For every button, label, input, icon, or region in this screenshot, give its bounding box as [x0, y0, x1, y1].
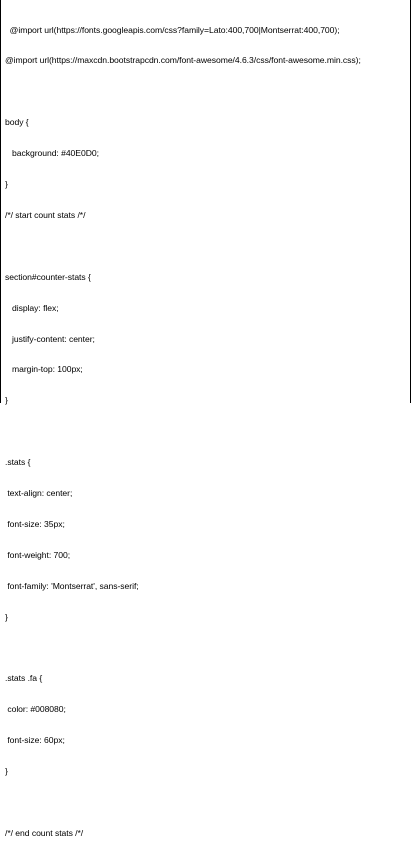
- code-line-4: body {: [5, 117, 29, 128]
- code-line-11: justify-content: center;: [5, 333, 95, 344]
- code-line-23: color: #008080;: [5, 704, 66, 715]
- code-line-13: }: [5, 395, 8, 406]
- code-line-6: }: [5, 179, 8, 190]
- code-line-8: [5, 241, 408, 251]
- code-line-17: font-size: 35px;: [5, 518, 65, 529]
- code-line-21: [5, 642, 408, 652]
- code-line-22: .stats .fa {: [5, 673, 43, 684]
- code-line-2: @import url(https://maxcdn.bootstrapcdn.com/font-awesome/4.6.3/css/font-awesome.min.css);: [5, 55, 361, 66]
- code-line-24: font-size: 60px;: [5, 735, 65, 746]
- code-line-19: font-family: 'Montserrat', sans-serif;: [5, 580, 139, 591]
- code-line-10: display: flex;: [5, 302, 59, 313]
- code-line-20: }: [5, 611, 8, 622]
- code-line-3: [5, 86, 408, 96]
- code-line-26: [5, 797, 408, 807]
- code-line-27: /*/ end count stats /*/: [5, 827, 84, 838]
- code-text: [5, 4, 408, 859]
- code-line-9: section#counter-stats {: [5, 271, 91, 282]
- code-line-5: background: #40E0D0;: [5, 148, 99, 159]
- code-line-12: margin-top: 100px;: [5, 364, 83, 375]
- code-line-7: /*/ start count stats /*/: [5, 209, 86, 220]
- code-line-14: [5, 426, 408, 436]
- code-line-16: text-align: center;: [5, 487, 73, 498]
- code-line-1: @import url(https://fonts.googleapis.com/css?family=Lato:400,700|Montserrat:400,700);: [5, 24, 340, 35]
- code-line-25: }: [5, 765, 8, 776]
- code-line-15: .stats {: [5, 457, 31, 468]
- code-line-18: font-weight: 700;: [5, 549, 71, 560]
